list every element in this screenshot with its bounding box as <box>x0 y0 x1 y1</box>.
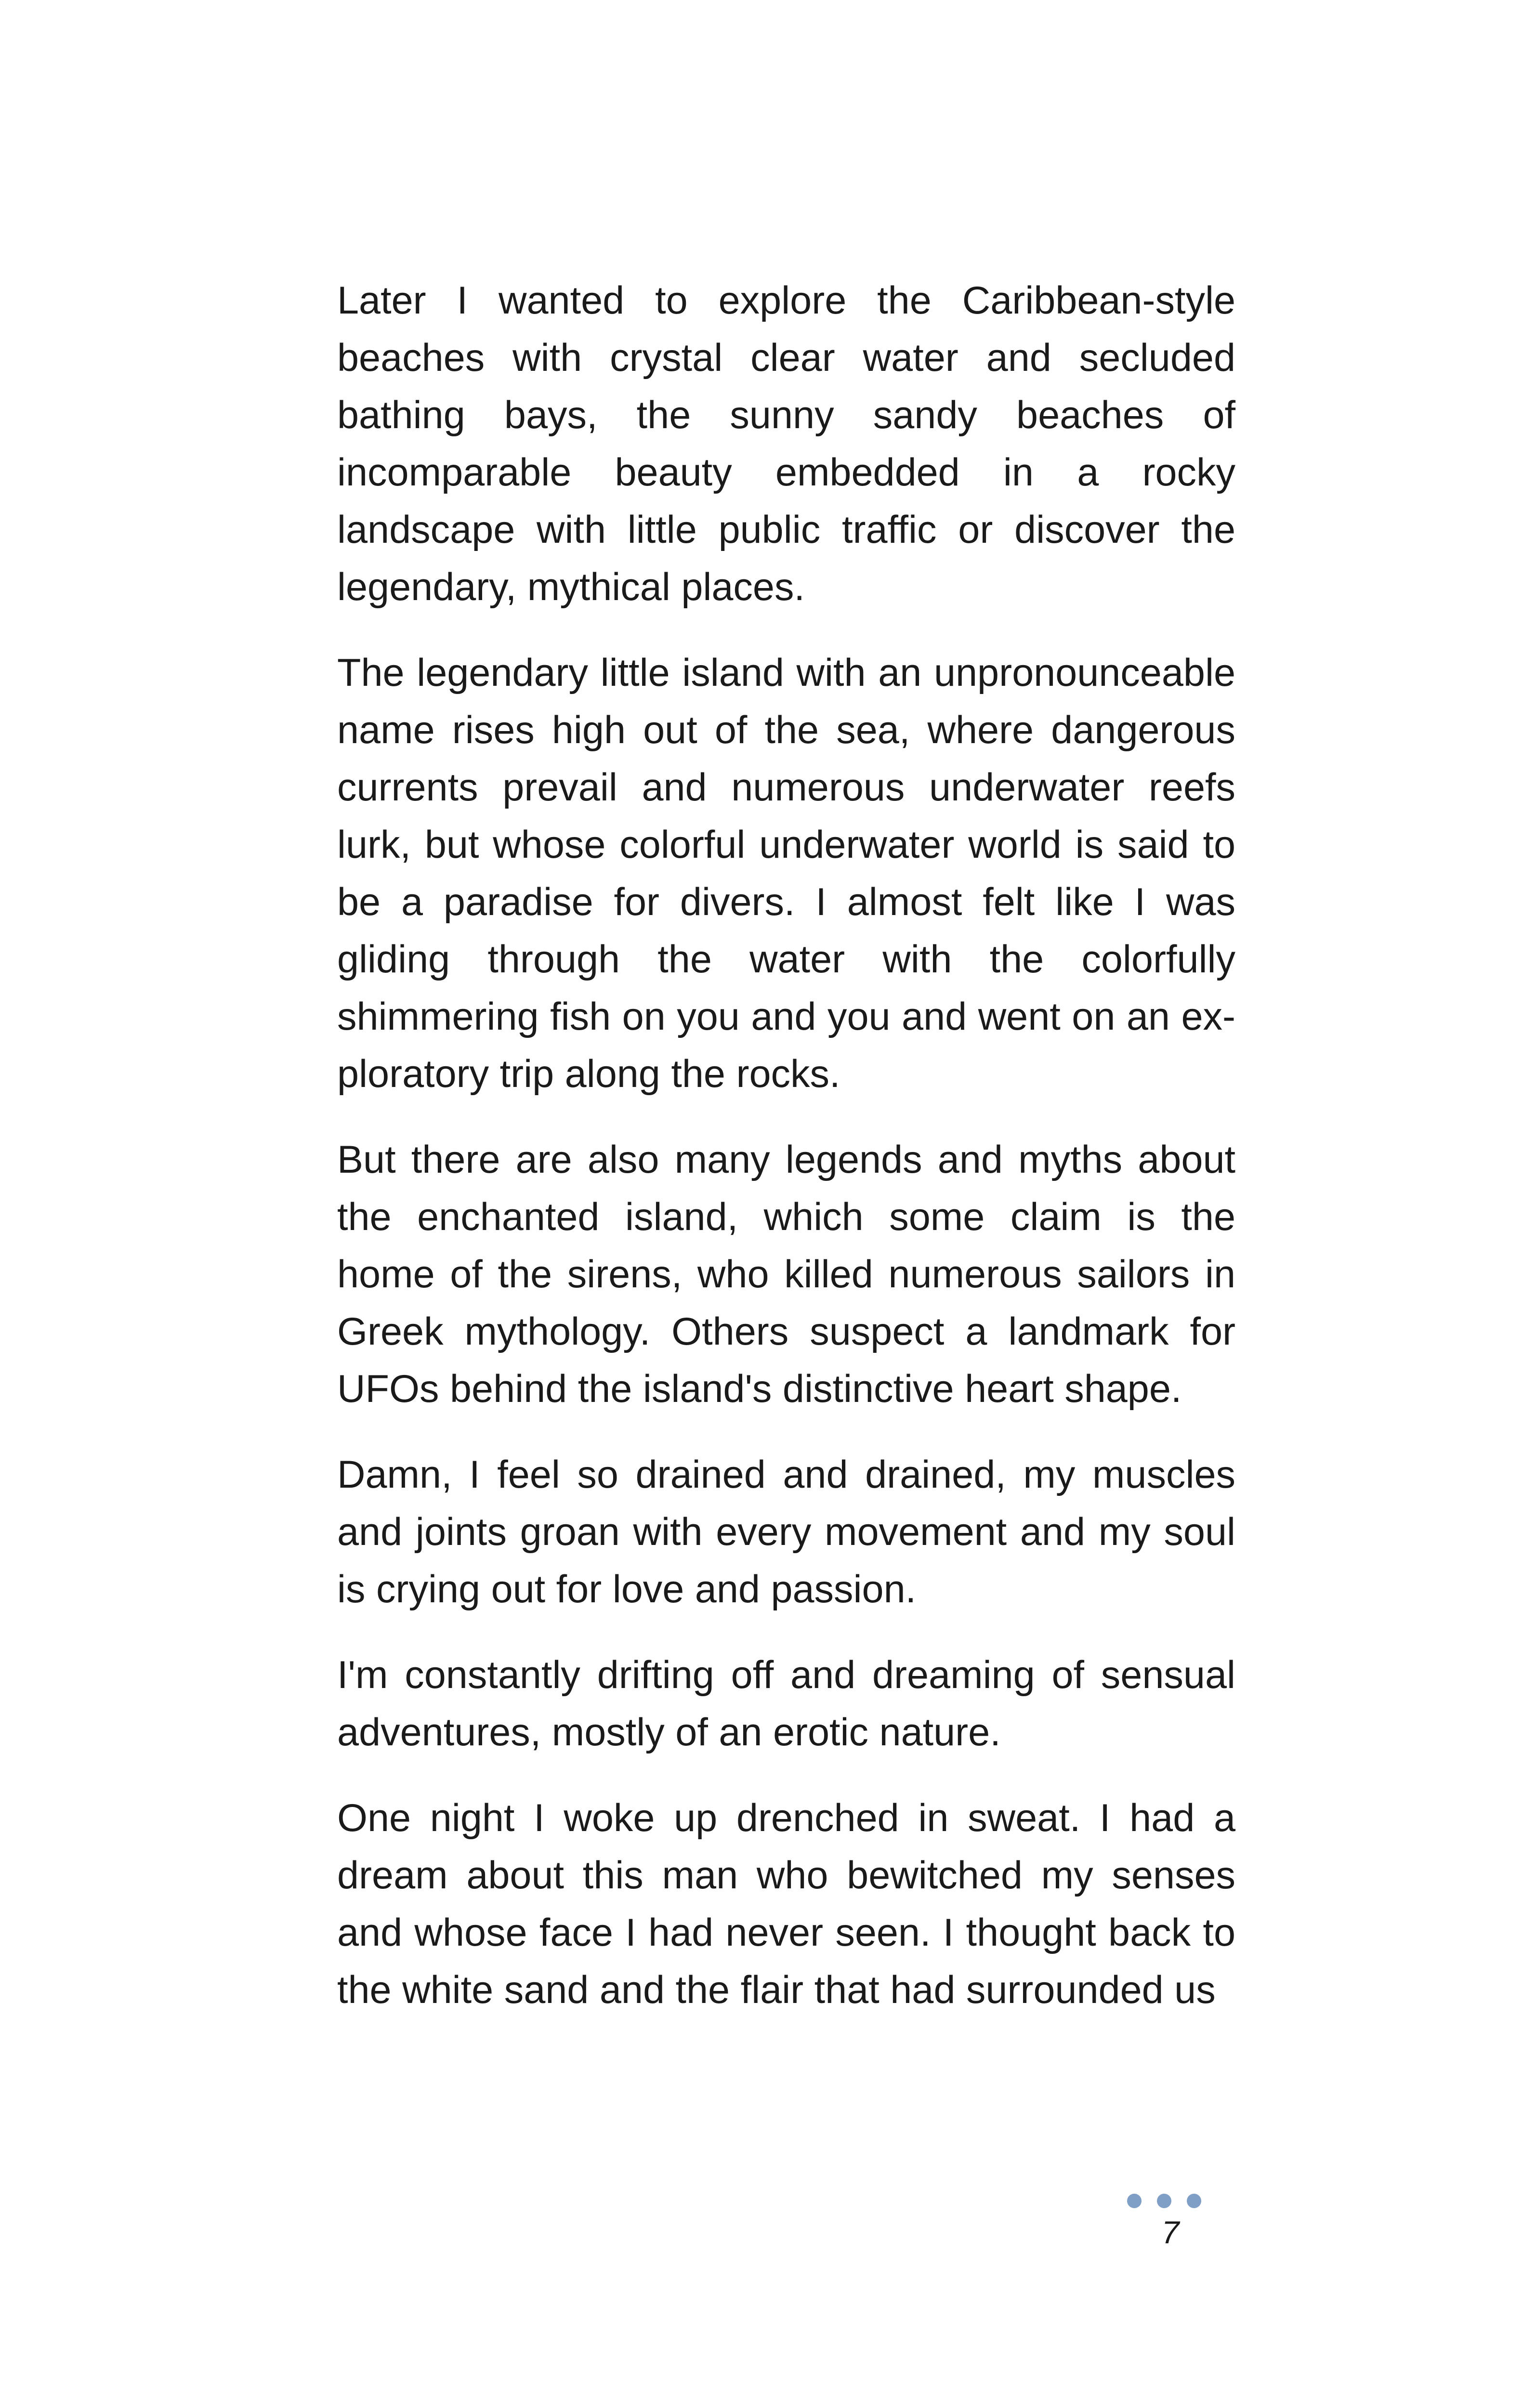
paragraph-5: I'm constantly drifting off and dreaming of sensual adventures, mostly of an erotic nature. <box>337 1653 1235 1754</box>
body-text <box>337 272 1235 2019</box>
dot-icon <box>1187 2194 1201 2208</box>
three-dots-ornament-icon <box>1127 2194 1214 2209</box>
dot-icon <box>1127 2194 1142 2208</box>
paragraph-6: One night I woke up drenched in sweat. I had a dream about this man who bewitched my senses and whose face I had never seen. I thought back to the white sand and the flair that had surrounded us <box>337 1796 1235 2012</box>
page-number: 7 <box>1161 2214 1180 2250</box>
paragraph-4: Damn, I feel so drained and drained, my muscles and joints groan with every movement and my soul is crying out for love and passion. <box>337 1453 1235 1611</box>
paragraph-2: The legendary little island with an unpronounceable name rises high out of the sea, where dangerous currents prevail and numerous underwater reefs lurk, but whose colorful underwater world is said to be a paradise for divers. I almost felt like I was gliding through the water with the colorfully shimmering fish on you and you and went on an exploratory trip along the rocks. <box>337 651 1235 1096</box>
paragraph-3: But there are also many legends and myths about the enchanted island, which some claim is the home of the sirens, who killed numerous sailors in Greek mythology. Others suspect a landmark for UFOs behind the island's distinctive heart shape. <box>337 1138 1235 1411</box>
paragraph-1: Later I wanted to explore the Caribbean-style beaches with crystal clear water and secluded bathing bays, the sunny sandy beaches of incomparable beauty embedded in a rocky landscape with little public traffic or discover the legendary, mythical places. <box>337 279 1235 609</box>
dot-icon <box>1157 2194 1171 2208</box>
page-footer <box>1122 2194 1219 2266</box>
